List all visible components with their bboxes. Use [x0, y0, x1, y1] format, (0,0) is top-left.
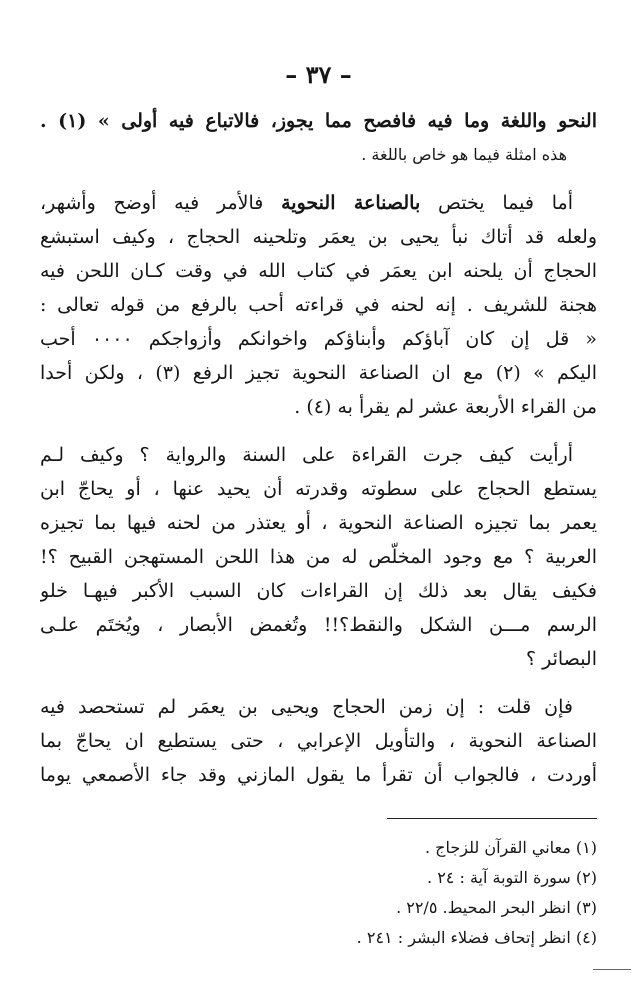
para1-line-2: ولعله قد أتاك نبأ يحيى بن يعمَر وتلحينه الحجاج ، وكيف استبشع: [40, 226, 597, 248]
para1-line-7: من القراء الأربعة عشر لم يقرأ به (٤) .: [294, 396, 597, 418]
para2-line-5: فكيف يقال بعد ذلك إن القراءات كان السبب الأكبر فيهـا خلو: [40, 580, 597, 602]
footnotes: [40, 833, 597, 953]
para1-line-1: [40, 186, 597, 220]
para1-line-1-emphasis: بالصناعة النحوية: [281, 192, 421, 214]
footnote-4: (٤) انظر إتحاف فضلاء البشر : ٢٤١ .: [356, 928, 597, 947]
paragraph-objection: [40, 690, 597, 792]
para1-line-6: اليكم » (٢) مع ان الصناعة النحوية تجيز الرفع (٣) ، ولكن أحدا: [40, 362, 597, 384]
paragraph-reading-tradition: [40, 438, 597, 676]
para2-line-6: الرسم مـــن الشكل والنقط؟!! وتُغمض الأبصار ، ويُختَم علـى: [40, 614, 597, 636]
footnote-2: (٢) سورة التوبة آية : ٢٤ .: [427, 868, 597, 887]
para3-line-3: أوردت ، فالجواب أن تقرأ ما يقول المازني وقد جاء الأصمعي يوما: [40, 764, 597, 786]
para2-line-1: أرأيت كيف جرت القراءة على السنة والرواية ؟ وكيف لـم: [40, 444, 573, 466]
para2-line-4: العربية ؟ مع وجود المخلّص له من هذا اللحن المستهجن القبيح ؟!: [40, 546, 597, 568]
examples-note: [40, 138, 597, 172]
para2-line-2: يستطع الحجاج على سطوته وقدرته أن يحيد عنها ، أو يحاجّ ابن: [40, 478, 597, 500]
intro-line: النحو واللغة وما فيه فافصح مما يجوز، فالاتباع فيه أولى » (١) .: [40, 110, 597, 132]
para3-line-1: فإن قلت : إن زمن الحجاج ويحيى بن يعمَر لم تستحصد فيه: [40, 696, 573, 718]
paragraph-gap: [40, 424, 597, 438]
para3-line-2: الصناعة النحوية ، والتأويل الإعرابي ، حتى يستطيع ان يحاجّ بما: [40, 730, 597, 752]
para2-line-7: البصائر ؟: [526, 648, 597, 670]
para1-line-1-end: فالأمر فيه أوضح وأشهر،: [40, 192, 282, 214]
paragraph-gap: [40, 676, 597, 690]
page-number: – ٣٧ –: [285, 60, 352, 89]
examples-note-text: هذه امثلة فيما هو خاص باللغة .: [361, 145, 567, 164]
paragraph-syntax-art: [40, 186, 597, 424]
paragraph-gap: [40, 172, 597, 186]
book-page: [40, 60, 597, 980]
scan-edge-mark: [593, 969, 631, 970]
para1-line-4: هجنة للشريف . إنه لحنه في قراءته أحب بالرفع من قوله تعالى :: [40, 294, 597, 316]
para1-line-5: « قل إن كان آباؤكم وأبناؤكم واخوانكم وأزواجكم ٠٠٠٠ أحب: [40, 328, 597, 350]
footnote-1: (١) معاني القرآن للزجاج .: [425, 838, 597, 857]
footnote-separator: [387, 818, 597, 819]
para2-line-3: يعمر بما تجيزه الصناعة النحوية ، أو يعتذر من لحنه فيها بما تجيزه: [40, 512, 597, 534]
footnote-3: (٣) انظر البحر المحيط. ٢٢/٥ .: [396, 898, 597, 917]
para1-line-3: الحجاج أن يلحنه ابن يعمَر في كتاب الله في وقت كـان اللحن فيه: [40, 260, 597, 282]
para1-line-1-start: أما فيما يختص: [420, 192, 573, 214]
